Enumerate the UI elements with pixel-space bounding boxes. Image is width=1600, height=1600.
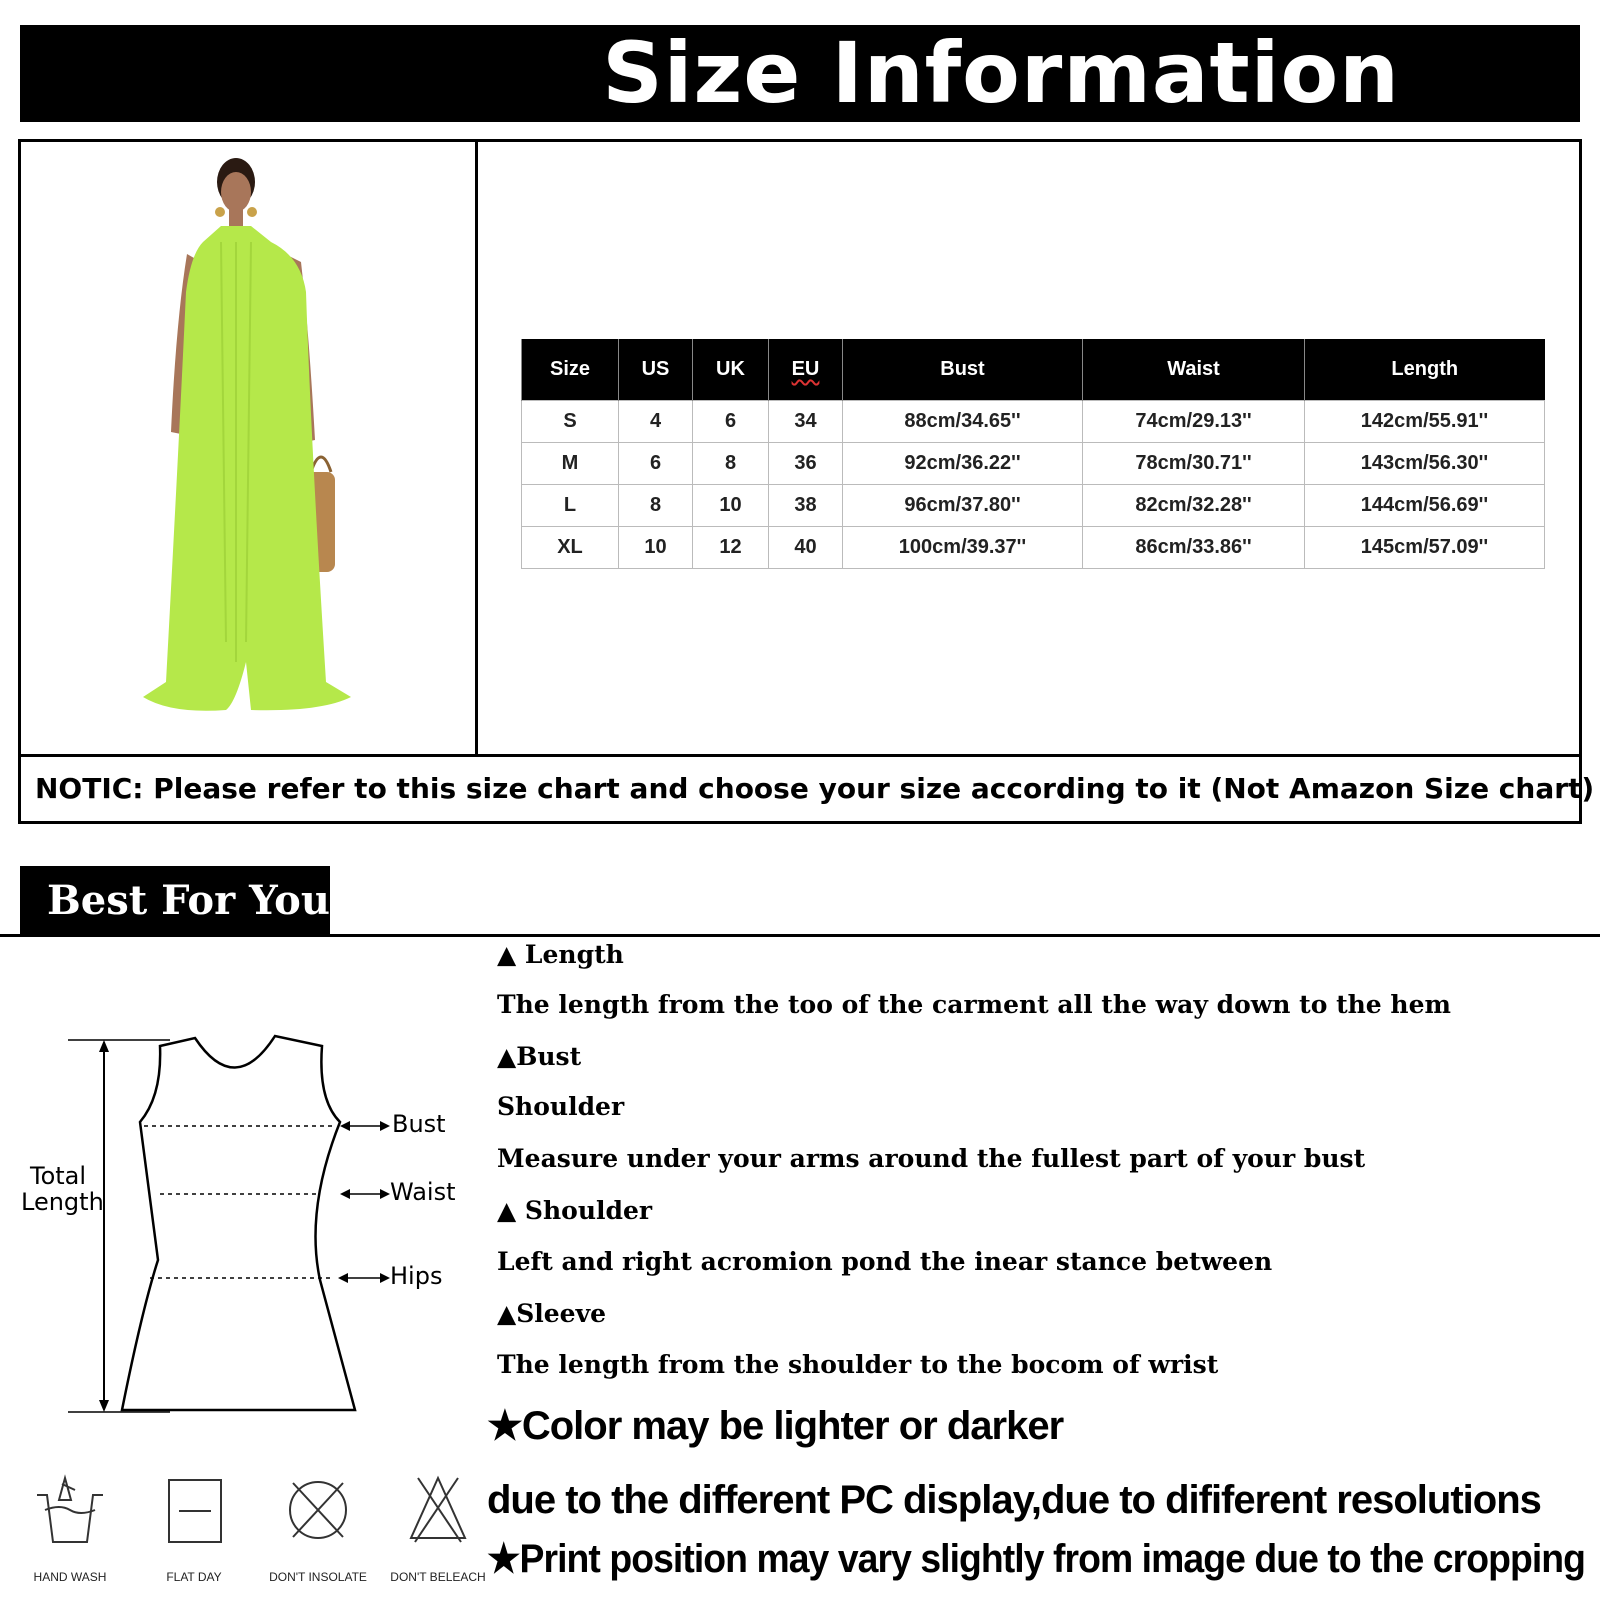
- cell-uk: 12: [693, 526, 769, 568]
- cell-us: 6: [619, 442, 693, 484]
- header-us: US: [619, 339, 693, 400]
- cell-us: 10: [619, 526, 693, 568]
- label-waist: Waist: [390, 1178, 456, 1206]
- cell-length: 145cm/57.09'': [1305, 526, 1545, 568]
- cell-eu: 34: [769, 400, 843, 442]
- size-table-area: [481, 142, 1579, 754]
- cell-us: 8: [619, 484, 693, 526]
- size-info-banner: [20, 25, 1580, 122]
- cell-bust: 88cm/34.65'': [843, 400, 1083, 442]
- table-header-row: [522, 339, 1545, 400]
- note-color: ★Color may be lighter or darker: [487, 1404, 1064, 1448]
- guide-shoulder-text: Left and right acromion pond the inear stance between: [497, 1247, 1273, 1276]
- cell-length: 142cm/55.91'': [1305, 400, 1545, 442]
- note-print-position: ★Print position may vary slightly from image due to the cropping: [487, 1537, 1585, 1581]
- cell-bust: 92cm/36.22'': [843, 442, 1083, 484]
- label-bust: Bust: [392, 1110, 446, 1138]
- header-size: Size: [522, 339, 619, 400]
- section-divider: [0, 934, 1600, 937]
- cell-waist: 74cm/29.13'': [1083, 400, 1305, 442]
- guide-shoulder-heading: ▲ Shoulder: [497, 1196, 653, 1225]
- hand-wash-icon: [15, 1470, 125, 1570]
- table-row: [522, 400, 1545, 442]
- care-label: FLAT DAY: [166, 1570, 222, 1584]
- cell-length: 143cm/56.30'': [1305, 442, 1545, 484]
- care-label: HAND WASH: [33, 1570, 107, 1584]
- cell-eu: 36: [769, 442, 843, 484]
- table-row: [522, 442, 1545, 484]
- care-instructions: [20, 1470, 486, 1590]
- guide-bust-heading: ▲Bust: [497, 1042, 582, 1071]
- cell-size: S: [522, 400, 619, 442]
- header-uk: UK: [693, 339, 769, 400]
- cell-bust: 100cm/39.37'': [843, 526, 1083, 568]
- care-dont-insolate: [263, 1470, 373, 1590]
- table-row: [522, 526, 1545, 568]
- care-label: DON'T BELEACH: [390, 1570, 486, 1584]
- cell-eu: 40: [769, 526, 843, 568]
- guide-shoulder-label: Shoulder: [497, 1092, 625, 1121]
- guide-length-heading: ▲ Length: [497, 940, 624, 969]
- label-total: Total: [30, 1162, 87, 1190]
- cell-size: L: [522, 484, 619, 526]
- guide-sleeve-text: The length from the shoulder to the bocom of wrist: [497, 1350, 1219, 1379]
- cell-eu: 38: [769, 484, 843, 526]
- cell-waist: 78cm/30.71'': [1083, 442, 1305, 484]
- care-dont-bleach: [383, 1470, 493, 1590]
- cell-uk: 10: [693, 484, 769, 526]
- care-label: DON'T INSOLATE: [269, 1570, 367, 1584]
- cell-size: XL: [522, 526, 619, 568]
- label-length: Length: [21, 1188, 104, 1216]
- cell-uk: 6: [693, 400, 769, 442]
- label-hips: Hips: [390, 1262, 443, 1290]
- header-bust: Bust: [843, 339, 1083, 400]
- cell-us: 4: [619, 400, 693, 442]
- notice-text: NOTIC: Please refer to this size chart and choose your size according to it (Not Amazon Size chart): [21, 754, 1579, 821]
- care-hand-wash: [15, 1470, 125, 1590]
- table-row: [522, 484, 1545, 526]
- header-eu: EU: [769, 339, 843, 400]
- cell-size: M: [522, 442, 619, 484]
- guide-length-text: The length from the too of the carment all the way down to the hem: [497, 990, 1451, 1019]
- banner-title: Size Information: [602, 24, 1400, 122]
- size-table: [521, 339, 1545, 569]
- cell-bust: 96cm/37.80'': [843, 484, 1083, 526]
- guide-bust-text: Measure under your arms around the fullest part of your bust: [497, 1144, 1366, 1173]
- no-sun-icon: [263, 1470, 373, 1570]
- note-display: due to the different PC display,due to dififerent resolutions: [487, 1478, 1541, 1522]
- measurement-diagram: [0, 1010, 480, 1430]
- no-bleach-icon: [383, 1470, 493, 1570]
- best-for-you-tab: Best For You: [20, 866, 330, 936]
- header-length: Length: [1305, 339, 1545, 400]
- size-chart-box: [18, 139, 1595, 824]
- product-photo: [21, 142, 478, 754]
- care-flat-dry: [139, 1470, 249, 1590]
- guide-sleeve-heading: ▲Sleeve: [497, 1299, 607, 1328]
- cell-waist: 82cm/32.28'': [1083, 484, 1305, 526]
- header-waist: Waist: [1083, 339, 1305, 400]
- cell-waist: 86cm/33.86'': [1083, 526, 1305, 568]
- cell-length: 144cm/56.69'': [1305, 484, 1545, 526]
- cell-uk: 8: [693, 442, 769, 484]
- model-in-dress-image: [21, 142, 478, 754]
- flat-dry-icon: [139, 1470, 249, 1570]
